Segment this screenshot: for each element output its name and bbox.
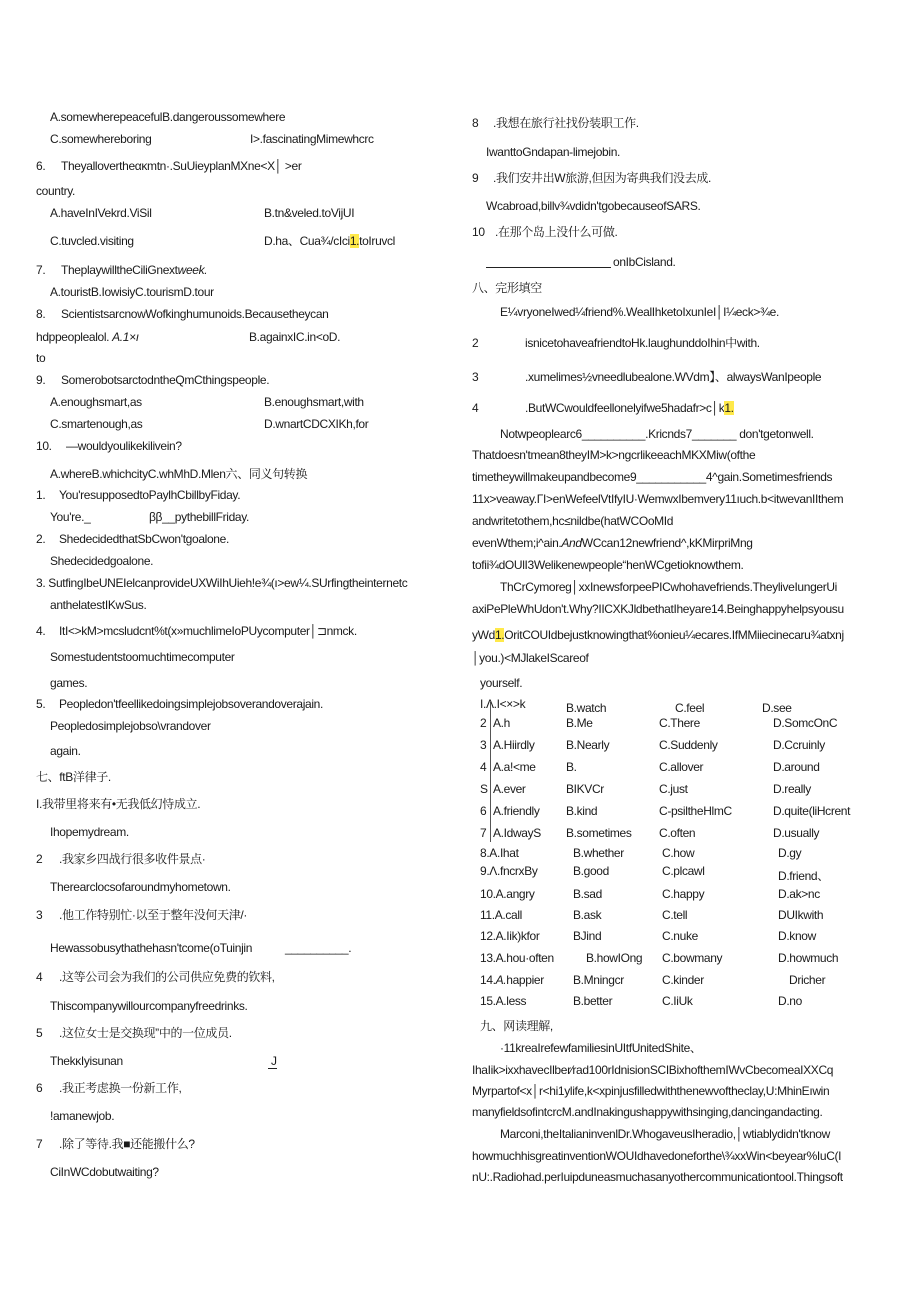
cloze-opt-15-a: 15.A.less	[480, 994, 527, 1008]
s7-q4-chinese: .这等公司会为我们的公司供应免费的钦料,	[59, 970, 275, 984]
cloze-opt-2-b: B.Me	[566, 716, 593, 730]
s7-q7-english: CiInWCdobutwaiting?	[50, 1165, 159, 1179]
cloze-blank: ___________	[636, 470, 706, 484]
q9-number: 9.	[36, 373, 46, 387]
cloze-opt-4-b: B.	[566, 760, 577, 774]
cloze-opt-7-a: A.IdwayS	[493, 826, 541, 840]
cloze-italic: And	[561, 536, 582, 550]
q6-option-b: B.tn&veled.toVijUI	[264, 206, 355, 220]
q10-options-and-section-six: A.whereB.whichcityC.whMhD.Mlen六、同义句转换	[50, 467, 308, 481]
cloze-line-2-number: 2	[472, 336, 479, 350]
s7-q9-chinese: .我们安井出W旅游,但因为寄典我们没去成.	[493, 171, 711, 185]
section-seven-title: 七、ftB洋律子.	[36, 770, 111, 784]
q7-number: 7.	[36, 263, 46, 277]
cloze-opt-10-d: D.ak>nc	[778, 887, 820, 901]
cloze-opt-2-c: C.There	[659, 716, 700, 730]
s6-q5-original: Peopledon'tfeellikedoingsimplejobsoverandoverajain.	[59, 697, 323, 711]
cloze-opt-10-c: C.happy	[662, 887, 705, 901]
cloze-opt-5-a: A.ever	[493, 782, 526, 796]
highlight-mark: 1.	[494, 628, 505, 642]
s7-q8-chinese: .我想在旅行社找份装职工作.	[493, 116, 639, 130]
cloze-opt-14-d: Dricher	[789, 973, 826, 987]
cloze-opt-13-a: 13.A.hou·often	[480, 951, 554, 965]
cloze-opt-1-c: C.feel	[675, 701, 705, 715]
s7-q10-blank	[486, 267, 611, 268]
q6-option-d	[264, 234, 395, 248]
s7-q2-chinese: .我家乡四战行很多收件景点·	[59, 852, 206, 866]
reading-para-1: ·11kreaIrefewfamiliesinUItfUnitedShite、	[500, 1041, 702, 1055]
cloze-line-3-number: 3	[472, 370, 479, 384]
cloze-opt-3-number: 3	[480, 738, 487, 752]
cloze-opt-1-d: D.see	[762, 701, 792, 715]
q7-stem-a: TheplaywilltheCiliGnext	[61, 263, 178, 277]
cloze-para-2: Thatdoesn'tmean8theyIM>k>ngcrlikeeachMKXMiw(ofthe	[472, 448, 756, 462]
cloze-text: don'tgetonwell.	[739, 427, 814, 441]
cloze-opt-12-d: D.know	[778, 929, 816, 943]
q5-option-c: C.somewhereboring	[50, 132, 152, 146]
s7-q5-underline	[268, 1068, 277, 1069]
cloze-opt-10-a: 10.A.angry	[480, 887, 535, 901]
s7-q2-number: 2	[36, 852, 43, 866]
cloze-text: timetheywillmakeupandbecome9	[472, 470, 637, 484]
cloze-opt-8-a: 8.A.Ihat	[480, 846, 519, 860]
s7-q7-number: 7	[36, 1137, 43, 1151]
s7-q5-english: ThekκIyisunan	[50, 1054, 123, 1068]
q10-number: 10.	[36, 439, 52, 453]
cloze-text: OritCOUIdbejustknowingthat%onieu¼ecares.IfMMiiecinecaru¾atxnj	[504, 628, 844, 642]
s6-q1-original: You'resupposedtoPaylhCbillbyFiday.	[59, 488, 241, 502]
cloze-opt-1-a: Ι.Λ.I<×>k	[480, 697, 526, 711]
cloze-para-9: axiPePleWhUdon't.Why?IICXKJldbethatIheyare14.Beinghappyhelpsyousu	[472, 602, 844, 616]
q6-option-a: A.haveInIVekrd.ViSil	[50, 206, 152, 220]
s6-q5-rewrite-cont: again.	[50, 744, 81, 758]
cloze-opt-15-d: D.no	[778, 994, 802, 1008]
s7-q10-number: 10	[472, 225, 485, 239]
s7-q6-chinese: .我正考虑换一份新工作,	[59, 1081, 182, 1095]
s7-q5-number: 5	[36, 1026, 43, 1040]
q5-options-ab: A.somewherepeacefulB.dangeroussomewhere	[50, 110, 286, 124]
cloze-opt-4-number: 4	[480, 760, 487, 774]
cloze-text: Kricnds7	[648, 427, 692, 441]
q6-number: 6.	[36, 159, 46, 173]
cloze-opt-11-b: B.ask	[573, 908, 602, 922]
cloze-opt-8-c: C.how	[662, 846, 695, 860]
q6-option-d-a: D.ha、Cua¾/cIci	[264, 234, 350, 248]
s6-q1-number: 1.	[36, 488, 46, 502]
q7-options: A.touristB.IowisiyC.tourismD.tour	[50, 285, 214, 299]
cloze-opt-6-a: A.friendly	[493, 804, 540, 818]
section-nine-title: 九、网读理解,	[480, 1019, 553, 1033]
cloze-opt-7-number: 7	[480, 826, 487, 840]
cloze-line-4	[525, 401, 734, 415]
s7-q3-number: 3	[36, 908, 43, 922]
s7-q8-english: IwanttoGndapan-limejobin.	[486, 145, 621, 159]
q8-stem: ScientistsarcnowWofkinghumunoids.Becausetheycan	[61, 307, 329, 321]
cloze-opt-8-b: B.whether	[573, 846, 624, 860]
cloze-opt-1-b: B.watch	[566, 701, 607, 715]
cloze-opt-15-b: B.better	[573, 994, 613, 1008]
cloze-blank: __________.	[581, 427, 649, 441]
s7-q9-english: Wcabroad,billv¾vdidn'tgobecauseofSARS.	[486, 199, 701, 213]
cloze-opt-14-a	[480, 973, 544, 987]
cloze-opt-5-number: S	[480, 782, 488, 796]
cloze-opt-4-a: A.a!<me	[493, 760, 536, 774]
s7-q4-number: 4	[36, 970, 43, 984]
cloze-opt-15-c: C.IiUk	[662, 994, 693, 1008]
cloze-opt-6-b: B.kind	[566, 804, 598, 818]
cloze-opt-2-a: A.h	[493, 716, 510, 730]
s6-q1-rewrite-b: ββ__pythebillFriday.	[149, 510, 249, 524]
s6-q4-rewrite-cont: games.	[50, 676, 88, 690]
s6-q1-rewrite-a: You're._	[50, 510, 91, 524]
s7-q9-number: 9	[472, 171, 479, 185]
cloze-line-3: .xumelimes½vneedlubealone.WVdm】、alwaysWanIpeople	[525, 370, 822, 384]
cloze-text: yWd	[472, 628, 495, 642]
s6-q4-number: 4.	[36, 624, 46, 638]
s7-q3-chinese: .他工作特别忙·以至于整年没何天津/·	[59, 908, 248, 922]
q8-number: 8.	[36, 307, 46, 321]
reading-para-4: manyfieldsofintcrcM.andInakingushappywithsinging,dancingandacting.	[472, 1105, 823, 1119]
cloze-opt-7-d: D.usually	[773, 826, 820, 840]
cloze-opt-3-a: A.Hiirdly	[493, 738, 535, 752]
q9-option-c: C.smartenough,as	[50, 417, 143, 431]
cloze-opt-11-c: C.tell	[662, 908, 688, 922]
cloze-para-1	[500, 427, 814, 441]
highlight-mark: 1.	[349, 234, 360, 248]
cloze-opt-13-c: C.bowmany	[662, 951, 723, 965]
cloze-opt-5-c: C.just	[659, 782, 688, 796]
s7-q10-chinese: .在那个岛上没什么可做.	[495, 225, 618, 239]
cloze-para-8: ThCrCymoreg│xxInewsforpeePICwhohavefriends.TheyliveIungerUi	[500, 580, 838, 594]
cloze-opt-12-c: C.nuke	[662, 929, 698, 943]
cloze-opt-13-b: B.howIOng	[586, 951, 643, 965]
reading-para-2: IhaIik>ixxhavecIlber⁄rad100rIdnisionSCIBixhofthemIWvCbecomeaIXXCq	[472, 1063, 834, 1077]
cloze-opt-2-number: 2	[480, 716, 487, 730]
s6-q4-rewrite: Somestudentstoomuchtimecomputer	[50, 650, 235, 664]
section-eight-title: 八、完形填空	[472, 281, 542, 295]
q9-option-d: D.wnartCDCXIKh,for	[264, 417, 369, 431]
cloze-line-2: isnicetohaveafriendtoHk.laughunddoIhin中with.	[525, 336, 760, 350]
cloze-opt-8-d: D.gy	[778, 846, 802, 860]
s7-q6-english: !amanewjob.	[50, 1109, 115, 1123]
s6-q2-original: ShedecidedthatSbCwon'tgoalone.	[59, 532, 229, 546]
q9-stem: SomerobotsarctodntheQmCthingspeople.	[61, 373, 270, 387]
cloze-para-11: │you.)<MJlakeIScareof	[472, 651, 589, 665]
cloze-opt-6-c: C-psiltheHlmC	[659, 804, 732, 818]
reading-para-3: Myrpartof<x│r<hi1ylife,k<xpinjusfilledwiththenewvoftheclay,U:MhinEıwin	[472, 1084, 830, 1098]
cloze-opt-4-d: D.around	[773, 760, 820, 774]
reading-para-5: Marconi,theItalianinvenlDr.WhogaveusIheradio,│wtiablydidn'tknow	[500, 1127, 830, 1141]
s6-q2-number: 2.	[36, 532, 46, 546]
q8-options-bcd: B.againxIC.in<oD.	[249, 330, 341, 344]
s7-q4-english: Thiscompanywillourcompanyfreedrinks.	[50, 999, 248, 1013]
q8-option-tail: to	[36, 351, 46, 365]
q8-option-a: A.1×ı	[112, 330, 139, 344]
s7-q2-english: Therearclocsofaroundmyhometown.	[50, 880, 231, 894]
q9-option-a: A.enoughsmart,as	[50, 395, 142, 409]
cloze-blank: _______	[691, 427, 737, 441]
cloze-opt-9-a: 9.Λ.fncrxBy	[480, 864, 538, 878]
s7-q3-blank: __________.	[285, 941, 352, 955]
cloze-line-4-text: .ButWCwouldfeellonelyifwe5hadafr>c│k	[525, 401, 725, 415]
cloze-opt-7-b: B.sometimes	[566, 826, 632, 840]
q8-stem-cont	[36, 330, 139, 344]
cloze-opt-12-a: 12.A.Iik)kfor	[480, 929, 540, 943]
cloze-opt-12-b: BJind	[573, 929, 602, 943]
s7-q10-english: onIbCisland.	[613, 255, 676, 269]
s7-q1-chinese: I.我带里将来有•无我低幻恃成立.	[36, 797, 201, 811]
cloze-opt-7-c: C.often	[659, 826, 696, 840]
s6-q3-original: 3. SutfingIbeUNEIelcanprovideUXWiIhUieh!e¾(ı>ew¼.SUrfingtheinternetc	[36, 576, 408, 590]
s7-q7-chinese: .除了等待.我■还能搬什么?	[59, 1137, 195, 1151]
s6-q4-original: ItI<>kM>mcsludcnt%t(x»muchlimeIoPUycomputer│⊐nmck.	[59, 624, 357, 638]
q10-stem: —wouldyoulikekilivein?	[66, 439, 182, 453]
q6-stem: Theyallovertheακmtn·.SuUieyplanMXne<X│ >er	[61, 159, 302, 173]
cloze-para-10	[472, 628, 844, 642]
cloze-opt-2-d: D.SomcOnC	[773, 716, 838, 730]
cloze-opt-5-b: BIKVCr	[566, 782, 604, 796]
reading-para-6: howmuchhisgreatinventionWOUIdhavedoneforthe\¾xxWin<beyear%IuC(I	[472, 1149, 842, 1163]
q8-stem-cont-a: hdppeoplealol.	[36, 330, 110, 344]
cloze-opt-11-d: DUIkwith	[778, 908, 824, 922]
cloze-opt-14-b: B.Mningcr	[573, 973, 624, 987]
cloze-opt-14-word: happier	[506, 973, 544, 987]
cloze-text: WCcan12newfriend^,kKMirpriMng	[581, 536, 753, 550]
s6-q2-rewrite: Shedecidedgoalone.	[50, 554, 154, 568]
s7-q5-chinese: .这位女士是交换现”中的一位成员.	[59, 1026, 232, 1040]
cloze-opt-9-b: B.good	[573, 864, 609, 878]
s6-q5-number: 5.	[36, 697, 46, 711]
q5-option-d: I>.fascinatingMimewhcrc	[250, 132, 374, 146]
cloze-opt-6-number: 6	[480, 804, 487, 818]
cloze-opt-3-d: D.Ccruinly	[773, 738, 825, 752]
cloze-opt-3-c: C.Suddenly	[659, 738, 718, 752]
cloze-opt-11-a: 11.A.call	[480, 908, 522, 922]
cloze-opt-9-d: D.friend、	[778, 869, 829, 883]
cloze-opt-14-letter: A.	[495, 973, 507, 987]
cloze-opt-9-c: C.plcawl	[662, 864, 705, 878]
cloze-para-6	[472, 536, 753, 550]
q7-stem	[61, 263, 207, 277]
cloze-opt-3-b: B.Nearly	[566, 738, 610, 752]
q7-stem-italic: week.	[177, 263, 208, 277]
q6-option-c: C.tuvcled.visiting	[50, 234, 134, 248]
cloze-para-5: andwritetothem,hc≤nildbe(hatWCOoMId	[472, 514, 674, 528]
cloze-opt-14-number: 14.	[480, 973, 496, 987]
s7-q1-english: Ihopemydream.	[50, 825, 129, 839]
cloze-opt-13-d: D.howmuch	[778, 951, 839, 965]
s6-q3-original-cont: anthelatestIKwSus.	[50, 598, 147, 612]
q6-stem-cont: country.	[36, 184, 75, 198]
cloze-opt-6-d: D.quite(liHcrent	[773, 804, 851, 818]
s6-q5-rewrite: Peopledosimplejobso\vrandover	[50, 719, 211, 733]
cloze-para-3	[472, 470, 832, 484]
cloze-opt-4-c: C.allover	[659, 760, 704, 774]
options-margin-line	[490, 702, 491, 842]
cloze-text: evenWthem;i^ain.	[472, 536, 562, 550]
cloze-text: 4^gain.Sometimesfriends	[705, 470, 833, 484]
reading-para-7: nU:.Radiohad.perIuipduneasmuchasanyothercommunicationtool.Thingsoft	[472, 1170, 843, 1184]
s7-q6-number: 6	[36, 1081, 43, 1095]
cloze-line-4-number: 4	[472, 401, 479, 415]
cloze-line-1: E¼vryoneIwed¼friend%.WealIhketoIxunIeI│I¼eck>¾e.	[500, 305, 779, 319]
s7-q3-english: Hewassobusythathehasn'tcome(oTuinjin	[50, 941, 253, 955]
cloze-text: Notwpeoplearc6	[500, 427, 582, 441]
cloze-opt-10-b: B.sad	[573, 887, 602, 901]
cloze-opt-5-d: D.really	[773, 782, 811, 796]
cloze-opt-14-c: C.kinder	[662, 973, 704, 987]
cloze-para-7: tofii¾dOUlI3Welikenewpeople“henWCgetioknowthem.	[472, 558, 744, 572]
q6-option-d-b: toIruvcl	[359, 234, 396, 248]
cloze-para-12: yourself.	[480, 676, 523, 690]
cloze-para-4: 11x>veaway.ΓI>enWefeelVtIfyIU·WemwxIbemvery11ıuch.b<itwevanIIthem	[472, 492, 844, 506]
highlight-mark: 1.	[724, 401, 734, 415]
s7-q5-mark: J	[271, 1054, 277, 1068]
q9-option-b: B.enoughsmart,with	[264, 395, 364, 409]
s7-q8-number: 8	[472, 116, 479, 130]
